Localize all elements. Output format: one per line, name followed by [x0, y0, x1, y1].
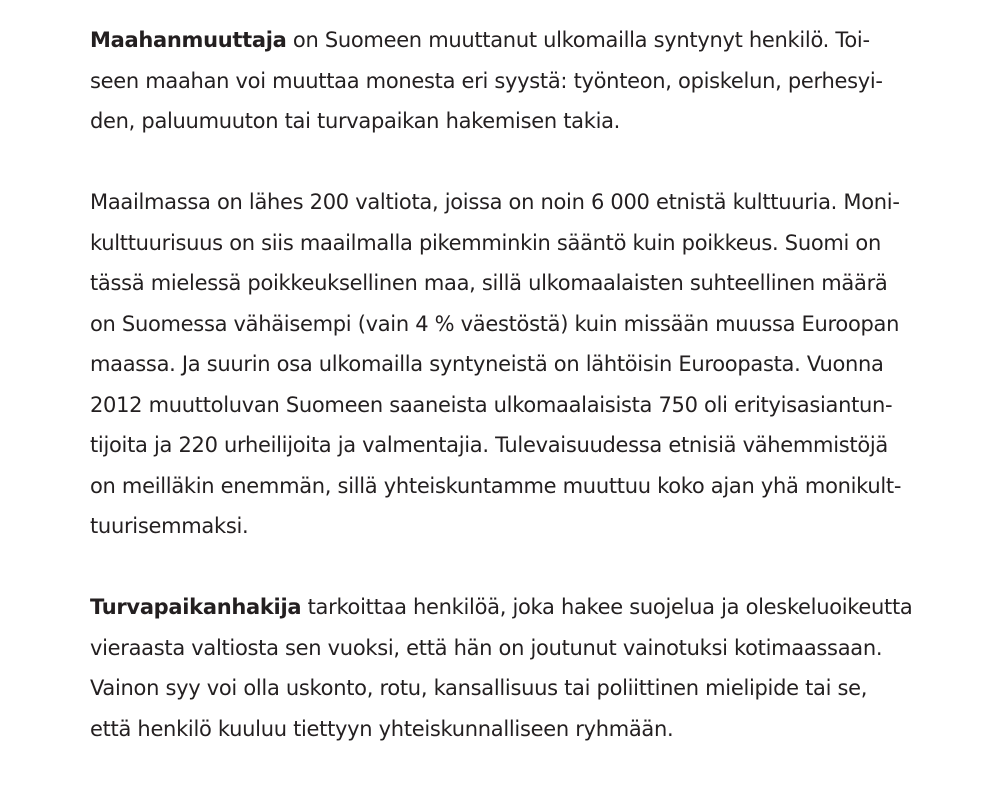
paragraph-maahanmuuttaja: [90, 20, 970, 142]
text-line: maassa. Ja suurin osa ulkomailla syntyneistä on lähtöisin Euroopasta. Vuonna: [90, 352, 884, 376]
text-line: Turvapaikanhakija tarkoittaa henkilöä, joka hakee suojelua ja oleskeluoikeutta: [90, 595, 913, 619]
text-line: Maahanmuuttaja on Suomeen muuttanut ulkomailla syntynyt henkilö. Toi-: [90, 28, 870, 52]
text-line: den, paluumuuton tai turvapaikan hakemisen takia.: [90, 109, 621, 133]
paragraph-monikulttuurisuus: [90, 182, 970, 547]
text-line: että henkilö kuuluu tiettyyn yhteiskunnalliseen ryhmään.: [90, 716, 674, 741]
text-line: on meilläkin enemmän, sillä yhteiskuntamme muuttuu koko ajan yhä monikult-: [90, 473, 902, 498]
term-maahanmuuttaja: Maahanmuuttaja: [90, 28, 287, 52]
text-line: kulttuurisuus on siis maailmalla pikemminkin sääntö kuin poikkeus. Suomi on: [90, 230, 881, 255]
text-line: vieraasta valtiosta sen vuoksi, että hän on joutunut vainotuksi kotimaassaan.: [90, 635, 883, 660]
paragraph-turvapaikanhakija: [90, 587, 970, 749]
text-line: Maailmassa on lähes 200 valtiota, joissa on noin 6 000 etnistä kulttuuria. Moni-: [90, 190, 900, 214]
text-line: seen maahan voi muuttaa monesta eri syystä: työnteon, opiskelun, perhesyi-: [90, 68, 883, 93]
text-line: tässä mielessä poikkeuksellinen maa, sillä ulkomaalaisten suhteellinen määrä: [90, 271, 888, 295]
term-turvapaikanhakija: Turvapaikanhakija: [90, 595, 302, 619]
document-page: [90, 20, 970, 790]
text-line: tijoita ja 220 urheilijoita ja valmentajia. Tulevaisuudessa etnisiä vähemmistöjä: [90, 433, 888, 457]
text-line: Vainon syy voi olla uskonto, rotu, kansallisuus tai poliittinen mielipide tai se,: [90, 676, 868, 700]
text-line: 2012 muuttoluvan Suomeen saaneista ulkomaalaisista 750 oli erityisasiantun-: [90, 392, 893, 417]
text-line: tuurisemmaksi.: [90, 514, 249, 538]
text-line: on Suomessa vähäisempi (vain 4 % väestöstä) kuin missään muussa Euroopan: [90, 311, 900, 336]
